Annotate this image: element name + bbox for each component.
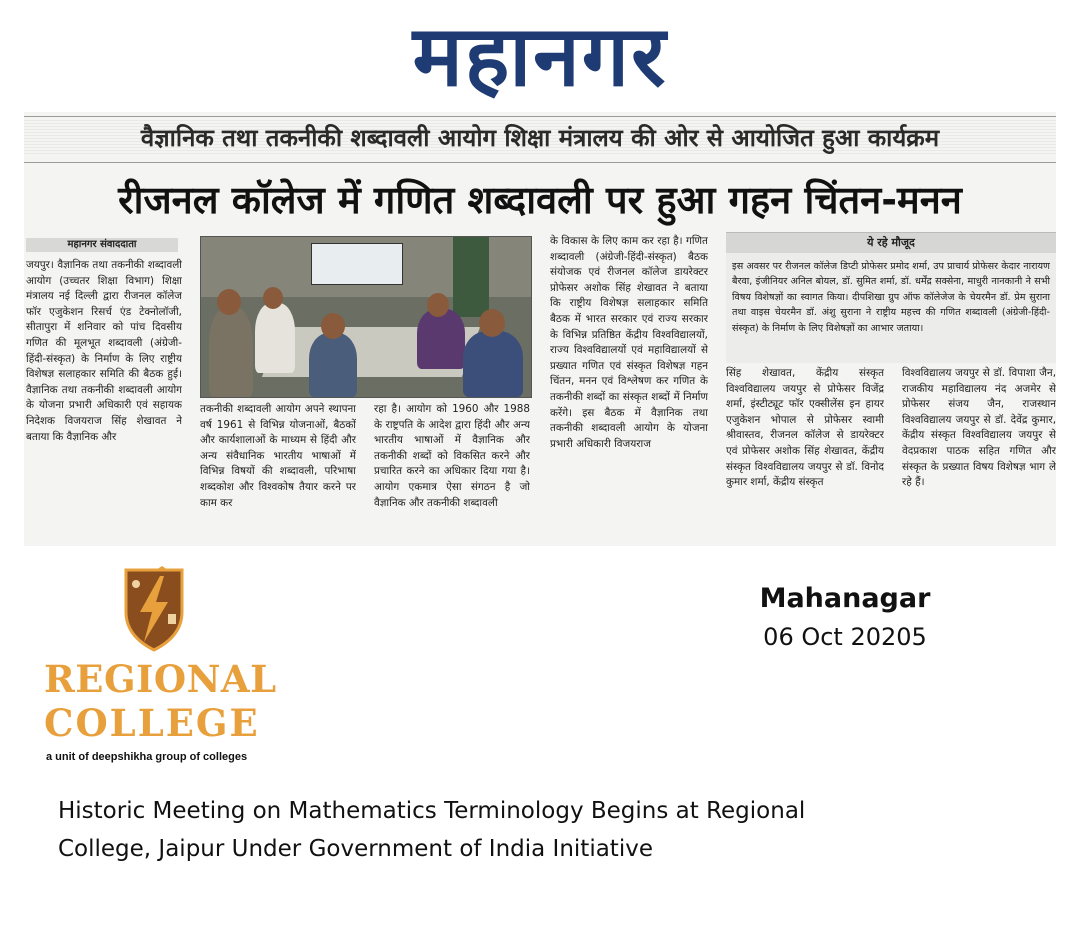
clip-top-rule [24, 116, 1056, 117]
source-newspaper-name: Mahanagar [759, 583, 931, 614]
source-date: 06 Oct 20205 [763, 623, 927, 651]
attendees-box-text: इस अवसर पर रीजनल कॉलेज डिप्टी प्रोफेसर प्रमोद शर्मा, उप प्राचार्य प्रोफेसर केदार नारायण बैरवा, इंजीनियर अनिल बोयल, डॉ. सुमित शर्मा, डॉ. धर्मेंद्र सक्सेना, माधुरी नानकानी ने सभी विषय विशेषज्ञों का स्वागत किया। दीपशिखा ग्रुप ऑफ कॉलेजेज के चेयरमैन डॉ. प्रेम सुराना तथा वाइस चेयरमैन डॉ. अंशु सुराना ने राष्ट्रीय महत्त्व की गणित शब्दावली (अंग्रेजी-हिंदी-संस्कृत) के निर्माण के लिए विशेषज्ञों का आभार जताया। [732, 261, 1050, 334]
article-column-5-text: सिंह शेखावत, केंद्रीय संस्कृत विश्वविद्यालय जयपुर से प्रोफेसर विजेंद्र शर्मा, इंस्टीट्यूट फॉर एक्सीलेंस इन हायर एजुकेशन भोपाल से प्रोफेसर स्वामी श्रीवास्तव, रीजनल कॉलेज से डायरेक्टर एवं प्रोफेसर अशोक सिंह शेखावत, केंद्रीय संस्कृत विश्वविद्यालय जयपुर से डॉ. विनोद कुमार शर्मा, केंद्रीय संस्कृत [726, 367, 884, 489]
attendees-box-title: ये रहे मौजूद [726, 233, 1056, 253]
logo-tagline: a unit of deepshikha group of colleges [46, 751, 248, 763]
meeting-photo [200, 236, 532, 398]
newspaper-masthead: महानगर [412, 7, 668, 105]
clip-headline: रीजनल कॉलेज में गणित शब्दावली पर हुआ गहन चिंतन-मनन [118, 178, 962, 222]
attendees-box [726, 232, 1056, 363]
article-column-1 [26, 258, 182, 546]
article-column-3-text: रहा है। आयोग को 1960 और 1988 के राष्ट्रपति के आदेश द्वारा हिंदी और अन्य भारतीय भाषाओं में वैज्ञानिक और तकनीकी शब्दों को विकसित करने और प्रचारित करने का अधिकार दिया गया है। आयोग एकमात्र ऐसा संगठन है जो वैज्ञानिक और तकनीकी शब्दावली [374, 403, 530, 509]
article-column-6 [902, 366, 1056, 546]
article-column-3 [374, 402, 530, 546]
clip-kicker-rule [24, 162, 1056, 163]
article-column-4 [550, 234, 708, 546]
clip-byline: महानगर संवाददाता [26, 238, 178, 252]
college-shield-icon [122, 566, 186, 652]
article-column-2-text: तकनीकी शब्दावली आयोग अपने स्थापना वर्ष 1961 से विभिन्न योजनाओं, बैठकों और कार्यशालाओं के माध्यम से हिंदी और अन्य संवैधानिक भारतीय भाषाओं में विभिन्न विषयों की शब्दावली, परिभाषा शब्दकोश और विश्वकोष तैयार करने पर काम कर [200, 403, 356, 509]
clip-kicker: वैज्ञानिक तथा तकनीकी शब्दावली आयोग शिक्षा मंत्रालय की ओर से आयोजित हुआ कार्यक्रम [24, 120, 1056, 156]
regional-college-logo [44, 566, 277, 766]
logo-line-1: REGIONAL [44, 657, 277, 701]
logo-line-2: COLLEGE [44, 701, 260, 745]
article-column-6-text: विश्वविद्यालय जयपुर से डॉ. विपाशा जैन, राजकीय महाविद्यालय नंद अजमेर से प्रोफेसर संजय जैन, राजस्थान विश्वविद्यालय जयपुर से डॉ. देवेंद्र कुमार, केंद्रीय संस्कृत विश्वविद्यालय जयपुर से वेदप्रकाश पाठक सहित गणित और संस्कृत के प्रख्यात विषय विशेषज्ञ भाग ले रहे हैं। [902, 367, 1056, 489]
english-caption: Historic Meeting on Mathematics Terminology Begins at Regional College, Jaipur Under Government of India Initiative [58, 798, 806, 862]
article-column-1-text: जयपुर। वैज्ञानिक तथा तकनीकी शब्दावली आयोग (उच्चतर शिक्षा विभाग) शिक्षा मंत्रालय नई दिल्ली द्वारा रीजनल कॉलेज फॉर एजुकेशन रिसर्च एंड टेक्नोलॉजी, सीतापुरा में शनिवार को पांच दिवसीय गणित की मूलभूत शब्दावली (अंग्रेजी-हिंदी-संस्कृत) के निर्माण के लिए राष्ट्रीय विशेषज्ञ सलाहकार समिति की बैठक हुई। वैज्ञानिक तथा तकनीकी शब्दावली आयोग के योजना प्रभारी अधिकारी एवं सहायक निदेशक विजयराज सिंह शेखावत ने बताया कि वैज्ञानिक और [26, 259, 182, 443]
article-column-2 [200, 402, 356, 546]
article-column-5 [726, 366, 884, 546]
newspaper-clipping [24, 112, 1056, 546]
article-column-4-text: के विकास के लिए काम कर रहा है। गणित शब्दावली (अंग्रेजी-हिंदी-संस्कृत) बैठक संयोजक एवं रीजनल कॉलेज डायरेक्टर प्रोफेसर अशोक सिंह शेखावत ने बताया कि राष्ट्रीय विशेषज्ञ सलाहकार समिति बैठक में भारत सरकार एवं राज्य सरकार के विभिन्न प्रतिष्ठित केंद्रीय विश्वविद्यालयों, राज्य विश्वविद्यालयों एवं महाविद्यालयों से प्रख्यात गणित एवं संस्कृत विशेषज्ञ गहन चिंतन, मनन एवं विश्लेषण कर गणित के तकनीकी शब्दों का संस्कृत शब्दों में निर्माण करेंगे। इस बैठक में वैज्ञानिक तथा तकनीकी शब्दावली आयोग के योजना प्रभारी अधिकारी विजयराज [550, 235, 708, 450]
